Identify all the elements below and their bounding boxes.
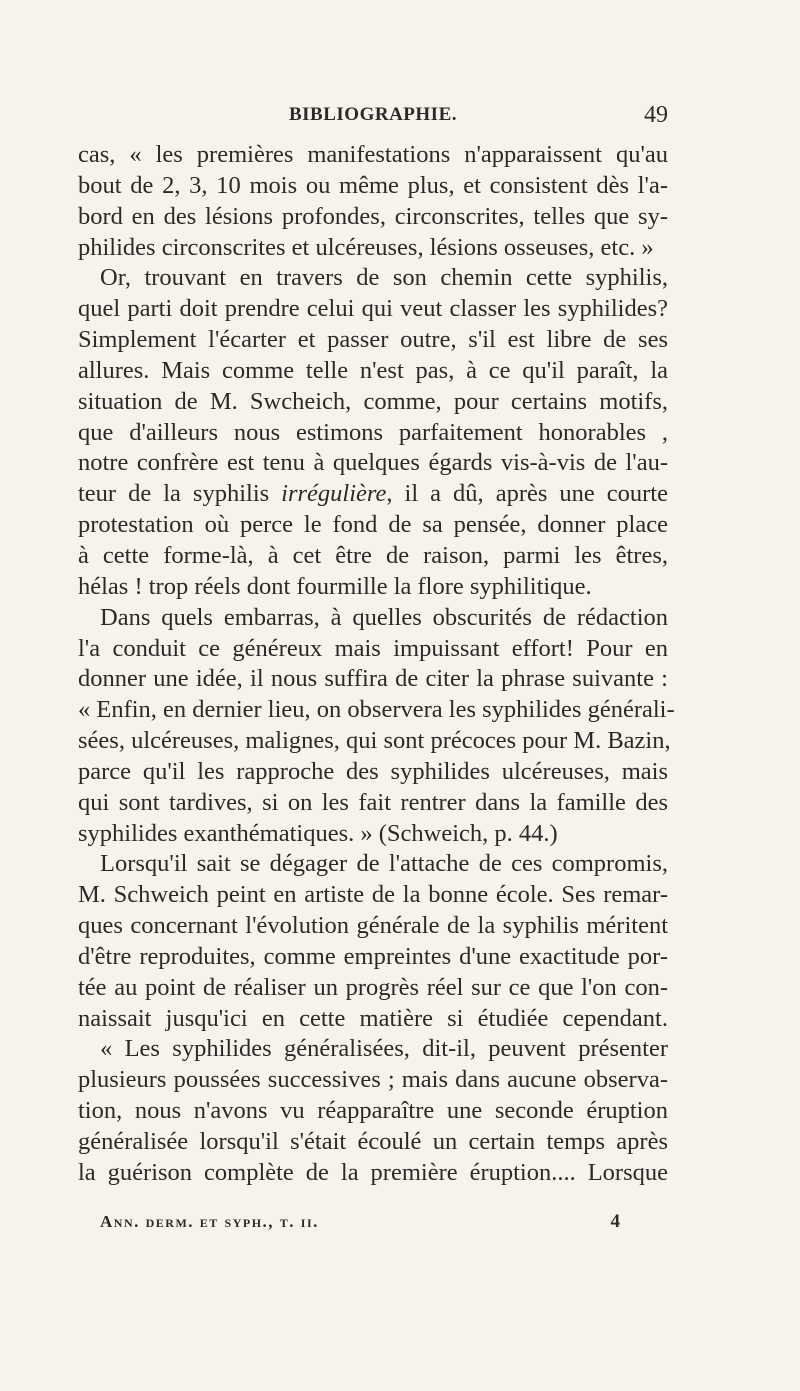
text-line: allures. Mais comme telle n'est pas, à ce qu'il paraît, la	[78, 356, 668, 384]
sheet-number: 4	[610, 1211, 620, 1232]
page-footer	[100, 1212, 620, 1242]
text-line: donner une idée, il nous suffira de citer la phrase suivante :	[78, 665, 668, 693]
printer-signature: Ann. derm. et syph., t. ii.	[100, 1212, 319, 1231]
text-line: Dans quels embarras, à quelles obscurités de rédaction	[100, 603, 668, 631]
text-line: « Enfin, en dernier lieu, on observera les syphilides générali-	[78, 696, 675, 724]
text-line: philides circonscrites et ulcéreuses, lésions osseuses, etc. »	[78, 233, 654, 261]
text-line: quel parti doit prendre celui qui veut classer les syphilides?	[78, 295, 668, 323]
text-line: M. Schweich peint en artiste de la bonne école. Ses remar-	[78, 881, 668, 909]
text-line: tée au point de réaliser un progrès réel sur ce que l'on con-	[78, 973, 668, 1001]
text-line: naissait jusqu'ici en cette matière si étudiée cependant.	[78, 1004, 668, 1032]
text-line: parce qu'il les rapproche des syphilides ulcéreuses, mais	[78, 757, 668, 785]
text-line: généralisée lorsqu'il s'était écoulé un certain temps après	[78, 1128, 668, 1155]
text-line: Lorsqu'il sait se dégager de l'attache de ces compromis,	[100, 850, 668, 878]
text-line: cas, « les premières manifestations n'apparaissent qu'au	[78, 141, 668, 168]
text-line: « Les syphilides généralisées, dit-il, peuvent présenter	[100, 1035, 668, 1063]
text-line: à cette forme-là, à cet être de raison, parmi les êtres,	[78, 541, 668, 569]
text-line: sées, ulcéreuses, malignes, qui sont précoces pour M. Bazin,	[78, 727, 671, 755]
text-line: la guérison complète de la première éruption.... Lorsque	[78, 1158, 668, 1186]
text-line: qui sont tardives, si on les fait rentrer dans la famille des	[78, 788, 668, 816]
text-line: bout de 2, 3, 10 mois ou même plus, et consistent dès l'a-	[78, 171, 668, 199]
page-number: 49	[644, 102, 668, 128]
text-line: que d'ailleurs nous estimons parfaitement honorables ,	[78, 418, 668, 446]
text-line: protestation où perce le fond de sa pensée, donner place	[78, 511, 668, 539]
page-header	[78, 104, 668, 134]
text-line: ques concernant l'évolution générale de la syphilis méritent	[78, 912, 668, 940]
text-line: l'a conduit ce généreux mais impuissant effort! Pour en	[78, 634, 668, 662]
text-line: Or, trouvant en travers de son chemin cette syphilis,	[100, 264, 668, 292]
text-line: situation de M. Swcheich, comme, pour certains motifs,	[78, 387, 668, 415]
text-line: notre confrère est tenu à quelques égards vis-à-vis de l'au-	[78, 449, 668, 477]
text-line: tion, nous n'avons vu réapparaître une seconde éruption	[78, 1097, 668, 1125]
body-text	[78, 140, 675, 1189]
text-line: bord en des lésions profondes, circonscrites, telles que sy-	[78, 202, 668, 230]
text-line: hélas ! trop réels dont fourmille la flore syphilitique.	[78, 572, 592, 600]
text-line: teur de la syphilis irrégulière, il a dû, après une courte	[78, 480, 668, 508]
text-line: syphilides exanthématiques. » (Schweich, p. 44.)	[78, 819, 558, 847]
running-title: BIBLIOGRAPHIE.	[288, 104, 457, 125]
text-line: d'être reproduites, comme empreintes d'une exactitude por-	[78, 942, 668, 970]
italic-term: irrégulière	[281, 480, 387, 508]
text-line: Simplement l'écarter et passer outre, s'il est libre de ses	[78, 326, 668, 354]
text-line: plusieurs poussées successives ; mais dans aucune observa-	[78, 1066, 668, 1094]
